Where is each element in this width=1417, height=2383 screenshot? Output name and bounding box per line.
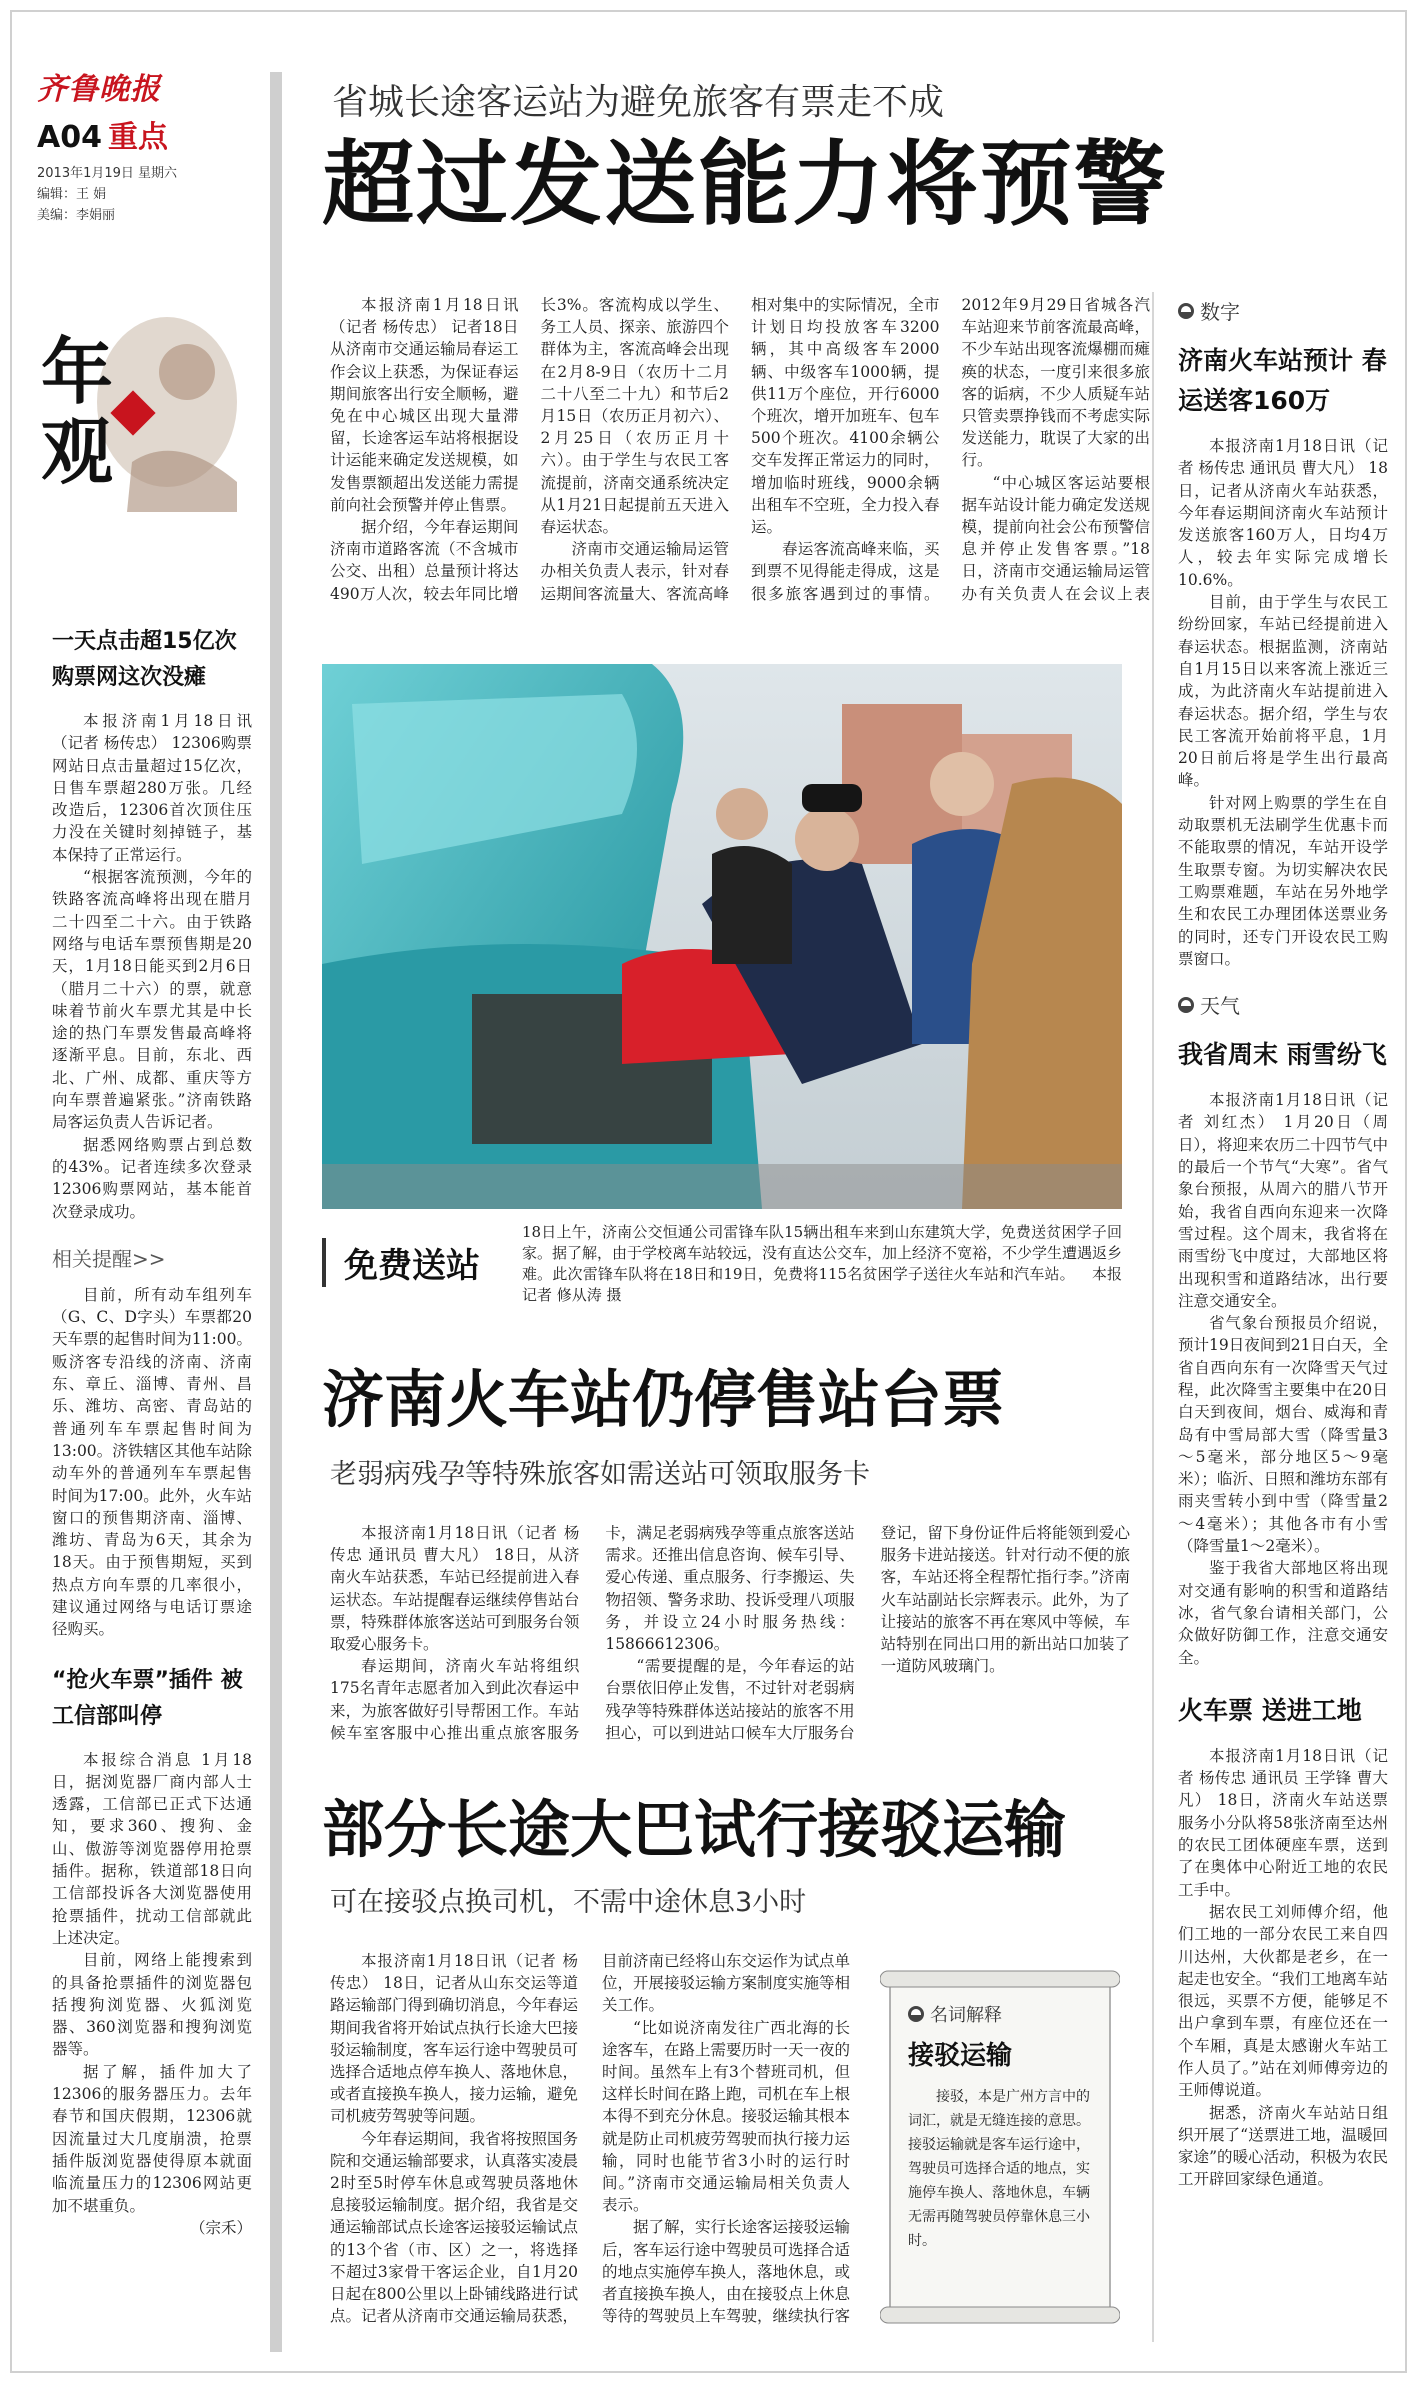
tag-bullet-icon: [1178, 303, 1194, 319]
lead-paragraph: “中心城区客运站要根据车站设计能力确定发送规模，提前向社会公布预警信息并停止发售客票。”18日，济南市交通运输局运管办有关负责人在会议上表: [961, 473, 1150, 603]
tickets-paragraph: 本报济南1月18日讯（记者 杨传忠 通讯员 王学锋 曹大凡） 18日，济南火车站送票服务小分队将58张济南至达州的农民工团体硬座车票，送到了在奥体中心附近工地的农民工手中。: [1178, 1746, 1388, 1899]
digits-tag: [1178, 296, 1388, 325]
glossary-text: 接驳，本是广州方言中的词汇，就是无缝连接的意思。接驳运输就是客车运行途中，驾驶员可选择合适的地点，实施停车换人、落地休息，车辆无需再随驾驶员停靠休息三小时。: [908, 2089, 1090, 2249]
weather-tag: [1178, 990, 1388, 1019]
left-story2-paragraph: 据了解，插件加大了12306的服务器压力。去年春节和国庆假期，12306就因流量过大几度崩溃，抢票插件版浏览器使得原本就面临流量压力的12306网站更加不堪重负。: [52, 2062, 252, 2215]
left-story2-paragraph: 本报综合消息 1月18日，据浏览器厂商内部人士透露，工信部已正式下达通知，要求360、搜狗、金山、傲游等浏览器停用抢票插件。据称，铁道部18日向工信部投诉各大浏览器使用抢票插件，扰动工信部就此上述决定。: [52, 1750, 252, 1947]
digits-paragraph: 本报济南1月18日讯（记者 杨传忠 通讯员 曹大凡） 18日，记者从济南火车站获悉，今年春运期间济南火车站预计发送旅客160万人，日均4万人，较去年实际完成增长10.6%。: [1178, 437, 1388, 589]
tickets-paragraph: 据悉，济南火车站站日组织开展了“送票进工地，温暖回家途”的暖心活动，积极为农民工开辟回家绿色通道。: [1178, 2103, 1388, 2189]
glossary-box: [880, 1967, 1120, 2327]
left-story1-paragraph: 据悉网络购票占到总数的43%。记者连续多次登录12306购票网站，基本能首次登录成功。: [52, 1135, 252, 1221]
weather-body: [1178, 1089, 1388, 1669]
weather-paragraph: 省气象台预报员介绍说，预计19日夜间到21日白天，全省自西向东有一次降雪天气过程，此次降雪主要集中在20日白天到夜间，烟台、威海和青岛有中雪局部大雪（降雪量3～5毫米，部分地区5～9毫米）；临沂、日照和潍坊东部有雨夹雪转小到中雪（降雪量2～4毫米）；其他各市有小雪（降雪量1～2毫米）。: [1178, 1314, 1388, 1556]
weather-headline: 我省周末 雨雪纷飞: [1178, 1040, 1387, 1070]
lead-kicker: 省城长途客运站为避免旅客有票走不成: [332, 82, 945, 123]
lead-paragraph: 济南市交通运输局运管办相关负责人表示，针对春运期间客流量大、客流高峰相对集中的实际情况，全市计划日均投放客车3200辆，其中高级客车2000辆、中级客车1000辆，提供11万个座位，开行6000个班次，增开加班车、包车500个班次。4100余辆公交车发挥正常运力的同时，增加临时班线，9000余辆出租车不空班，全力投入春运。: [540, 296, 940, 603]
left-story1-body: [52, 710, 252, 1223]
digits-paragraph: 针对网上购票的学生在自动取票机无法刷学生优惠卡而不能取票的情况，车站开设学生取票专窗。为切实解决农民工购票难题，车站在另外地学生和农民工办理团体送票业务的同时，还专门开设农民工购票窗口。: [1178, 793, 1388, 968]
related-reminder-body: [52, 1284, 252, 1641]
lead-paragraph: 春运客流高峰来临，买到票不见得能走得成，这是很多旅客遇到过的事情。2012年9月29日省城各汽车站迎来节前客流最高峰，不少车站出现客流爆棚而瘫痪的状态，一度引来很多旅客的诟病，不少人质疑车站只管卖票挣钱而不考虑实际发送能力，耽误了大家的出行。: [751, 296, 1150, 603]
photo-title: 免费送站: [322, 1238, 524, 1287]
newspaper-page: [10, 10, 1407, 2373]
story2-paragraph: “需要提醒的是，今年春运的站台票依旧停止发售，不过针对老弱病残孕等特殊群体送站接站的旅客不用担心，可以到进站口候车大厅服务台登记，留下身份证件后将能领到爱心服务卡进站接送。针对行动不便的旅客，车站还将全程帮忙指行李。”济南火车站副站长宗辉表示。此外，为了让接站的旅客不再在寒风中等候，车站特别在同出口用的新出站口加装了一道防风玻璃门。: [605, 1524, 1130, 1742]
left-column-divider: [270, 72, 282, 2352]
page-code: A04: [37, 120, 102, 155]
story3-body: [330, 1950, 850, 2345]
left-story2-body: [52, 1749, 252, 2240]
digits-paragraph: 目前，由于学生与农民工纷纷回家，车站已经提前进入春运状态。根据监测，济南站自1月15日以来客流上涨近三成，为此济南火车站提前进入春运状态。据介绍，学生与农民工客流开始前将平息，1月20日前后将是学生出行最高峰。: [1178, 593, 1388, 790]
photo-illustration: [322, 664, 1122, 1209]
lead-headline: 超过发送能力将预警: [322, 131, 1169, 238]
photo-caption-body: 18日上午，济南公交恒通公司雷锋车队15辆出租车来到山东建筑大学，免费送贫困学子回家。据了解，由于学校离车站较远，没有直达公交车，加上经济不宽裕，不少学生遭遇返乡难。此次雷锋车队将在18日和19日，免费将115名贫困学子送往火车站和汽车站。: [522, 1223, 1123, 1283]
story3-headline: 部分长途大巴试行接驳运输: [322, 1793, 1067, 1866]
column-logo: [37, 312, 247, 512]
tickets-body: [1178, 1745, 1388, 2191]
tag-bullet-icon: [1178, 997, 1194, 1013]
story2-subhead: 老弱病残孕等特殊旅客如需送站可领取服务卡: [330, 1459, 870, 1490]
tickets-headline: 火车票 送进工地: [1178, 1695, 1362, 1725]
lead-paragraph: 本报济南1月18日讯（记者 杨传忠） 记者18日从济南市交通运输局春运工作会议上获悉，为保证春运期间旅客出行安全顺畅，避免在中心城区出现大量滞留，长途客运车站将根据设计运能来确定发送规模，如发售票额超出发送能力需提前向社会预警并停止售票。: [330, 296, 519, 514]
editor-credit: 编辑：王 娟: [37, 187, 107, 202]
right-column: [1178, 296, 1388, 2191]
reminder-paragraph: 目前，所有动车组列车（G、C、D字头）车票都20天车票的起售时间为11:00。贩济客专沿线的济南、济南东、章丘、淄博、青州、昌乐、潍坊、高密、青岛站的普通列车车票起售时间为13:00。济铁辖区其他车站除动车外的普通列车车票起售时间为17:00。此外，火车站窗口的预售期济南、淄博、潍坊、青岛为6天，其余为18天。由于预售期短，买到热点方向车票的几率很小，建议通过网络与电话订票途径购买。: [52, 1285, 252, 1639]
weather-paragraph: 本报济南1月18日讯（记者 刘红杰） 1月20日（周日），将迎来农历二十四节气中的最后一个节气“大寒”。省气象台预报，从周六的腊八节开始，我省自西向东迎来一次降雪过程。这个周末，我省将在雨雪纷飞中度过，大部地区将出现积雪和道路结冰，出行要注意交通安全。: [1178, 1091, 1388, 1310]
news-photo: [322, 664, 1122, 1209]
tag-bullet-icon: [908, 2006, 924, 2022]
glossary-tag: [908, 2001, 1002, 2027]
story3-paragraph: 本报济南1月18日讯（记者 杨传忠） 18日，记者从山东交运等道路运输部门得到确切消息，今年春运期间我省将开始试点执行长途大巴接驳运输制度，客车运行途中驾驶员可选择合适地点停车换人、落地休息，或者直接换车换人，接力运输，避免司机疲劳驾驶等问题。: [330, 1952, 579, 2126]
digits-body: [1178, 435, 1388, 970]
left-story1-paragraph: “根据客流预测，今年的铁路客流高峰将出现在腊月二十四至二十六。由于铁路网络与电话车票预售期是20天，1月18日能买到2月6日（腊月二十六）的票，就意味着节前火车票尤其是中长途的热门车票发售最高峰将逐渐平息。目前，东北、西北、广州、成都、重庆等方向车票普遍紧张。”济南铁路局客运负责人告诉记者。: [52, 868, 252, 1132]
left-column: [52, 624, 252, 2239]
weather-paragraph: 鉴于我省大部地区将出现对交通有影响的积雪和道路结冰，省气象台请相关部门，公众做好防御工作，注意交通安全。: [1178, 1559, 1388, 1667]
digits-tag-label: 数字: [1200, 300, 1240, 324]
left-story1-headline: 一天点击超15亿次 购票网这次没瘫: [52, 629, 237, 690]
column-logo-text: 年观: [41, 329, 114, 494]
related-reminder-tag: 相关提醒>>: [52, 1246, 166, 1271]
story2-paragraph: 春运期间，济南火车站将组织175名青年志愿者加入到此次春运中来，为旅客做好引导帮困工作。车站候车室客服中心推出重点旅客服务卡，满足老弱病残孕等重点旅客送站需求。还推出信息咨询、候车引导、爱心传递、重点服务、行李搬运、失物招领、警务求助、投诉受理八项服务，并设立24小时服务热线：15866612306。: [330, 1524, 855, 1742]
digits-headline: 济南火车站预计 春运送客160万: [1178, 346, 1387, 415]
section-name: 重点: [107, 120, 168, 155]
story2-body: [330, 1522, 1130, 1754]
story3-paragraph: “比如说济南发往广西北海的长途客车，在路上需要历时一天一夜的时间。虽然车上有3个替班司机，但这样长时间在路上跑，司机在车上根本得不到充分休息。接驳运输其根本就是防止司机疲劳驾驶而执行接力运输，同时也能节省3小时的运行时间。”济南市交通运输局相关负责人表示。: [602, 2018, 850, 2215]
glossary-title: 接驳运输: [908, 2041, 1013, 2071]
left-story1-paragraph: 本报济南1月18日讯（记者 杨传忠） 12306购票网站日点击量超过15亿次，日售车票超280万张。几经改造后，12306首次顶住压力没在关键时刻掉链子，基本保持了正常运行。: [52, 712, 252, 864]
left-story2-headline: “抢火车票”插件 被工信部叫停: [52, 1667, 243, 1729]
photo-caption-text: [522, 1222, 1122, 1306]
story2-paragraph: 本报济南1月18日讯（记者 杨传忠 通讯员 曹大凡） 18日，从济南火车站获悉，车站已经提前进入春运状态。车站提醒春运继续停售站台票，特殊群体旅客送站可到服务台领取爱心服务卡。: [330, 1524, 580, 1654]
story3-subhead: 可在接驳点换司机，不需中途休息3小时: [330, 1887, 807, 1918]
story3-paragraph: 今年春运期间，我省将按照国务院和交通运输部要求，认真落实凌晨2时至5时停车休息或驾驶员落地休息接驳运输制度。据介绍，我省是交通运输部试点长途客运接驳运输试点的13个省（市、区）之一，将选择不超过3家骨干客运企业，自1月20日起在800公里以上卧铺线路进行试点。记者从济南市交通运输局获悉，目前济南已经将山东交运作为试点单位，开展接驳运输方案制度实施等相关工作。: [330, 1952, 850, 2326]
left-story2-paragraph: 目前，网络上能搜索到的具备抢票插件的浏览器包括搜狗浏览器、火狐浏览器、360浏览器和搜狗浏览器等。: [52, 1951, 252, 2059]
tickets-paragraph: 据农民工刘师傅介绍，他们工地的一部分农民工来自四川达州，大伙都是老乡，在一起走也安全。“我们工地离车站很远，买票不方便，能够足不出户拿到车票，有座位还在一个车厢，真是太感谢火车站工作人员了。”站在刘师傅旁边的王师傅说道。: [1178, 1902, 1388, 2100]
paper-name-logo: 齐鲁晚报: [37, 72, 161, 107]
lead-paragraph: 据介绍，今年春运期间济南市道路客流（不含城市公交、出租）总量预计将达490万人次，较去年同比增长3%。客流构成以学生、务工人员、探亲、旅游四个群体为主，客流高峰会出现在2月8-9日（农历十二月二十八至二十九）和节后2月15日（农历正月初六）、2月25日（农历正月十六）。由于学生与农民工客流提前，济南交通系统决定从1月21日起提前五天进入春运状态。: [330, 296, 729, 603]
photo-credit: 本报记者 修从涛 摄: [522, 1265, 1122, 1304]
issue-date: 2013年1月19日 星期六: [37, 166, 178, 181]
glossary-tag-label: 名词解释: [930, 2005, 1002, 2026]
designer-credit: 美编：李娟丽: [37, 208, 116, 223]
photo-caption-area: [322, 1212, 1122, 1322]
masthead: [37, 64, 187, 223]
story2-headline: 济南火车站仍停售站台票: [322, 1363, 1005, 1436]
lead-story-body: [330, 294, 1150, 624]
weather-tag-label: 天气: [1200, 994, 1240, 1019]
story3-paragraph: 据了解，实行长途客运接驳运输后，客车运行途中驾驶员可选择合适的地点实施停车换人，落地休息，或者直接换车换人，由在接驳点上休息等待的驾驶员上车驾驶，继续执行客: [602, 2218, 850, 2326]
right-column-divider: [1152, 292, 1154, 2342]
left-story2-credit: （宗禾）: [189, 2218, 252, 2237]
